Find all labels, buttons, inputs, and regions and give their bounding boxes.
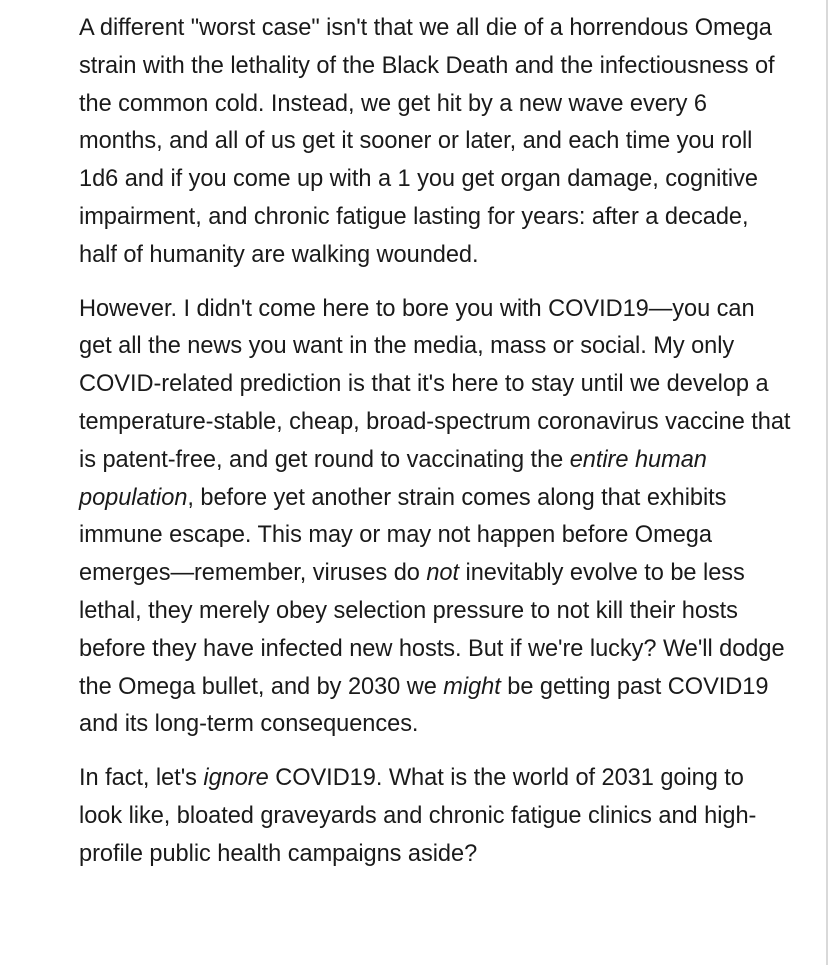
text-run: , before yet another strain comes along that exhibits immune escape. This may or may not happen before Omega emerges—remember, viruses do bbox=[79, 484, 727, 587]
text-run: be getting past COVID19 and its long-term consequences. bbox=[79, 673, 769, 738]
paragraph-world-2031 bbox=[79, 760, 791, 873]
emphasis-text: not bbox=[426, 560, 459, 587]
text-run: In fact, let's bbox=[79, 765, 204, 792]
text-run: However. I didn't come here to bore you with COVID19—you can get all the news you want in the media, mass or social. My only COVID-related prediction is that it's here to stay until we develop a temperature-stable, cheap, broad-spectrum coronavirus vaccine that is patent-free, and get round to vaccinating the bbox=[79, 295, 791, 473]
paragraph-covid-prediction bbox=[79, 291, 791, 745]
text-run: inevitably evolve to be less lethal, they merely obey selection pressure to not kill their hosts before they have infected new hosts. But if we're lucky? We'll dodge the Omega bullet, and by 2030 we bbox=[79, 560, 785, 700]
text-run: A different "worst case" isn't that we all die of a horrendous Omega strain with the lethality of the Black Death and the infectiousness of the common cold. Instead, we get hit by a new wave every 6 months, and all of us get it sooner or later, and each time you roll 1d6 and if you come up with a 1 you get organ damage, cognitive impairment, and chronic fatigue lasting for years: after a decade, half of humanity are walking wounded. bbox=[79, 15, 775, 268]
article-body bbox=[79, 10, 791, 874]
paragraph-worst-case bbox=[79, 10, 791, 275]
emphasis-text: might bbox=[443, 673, 501, 700]
emphasis-text: entire human population bbox=[79, 446, 707, 511]
text-run: COVID19. What is the world of 2031 going to look like, bloated graveyards and chronic fatigue clinics and high-profile public health campaigns aside? bbox=[79, 765, 757, 867]
emphasis-text: ignore bbox=[203, 765, 269, 792]
